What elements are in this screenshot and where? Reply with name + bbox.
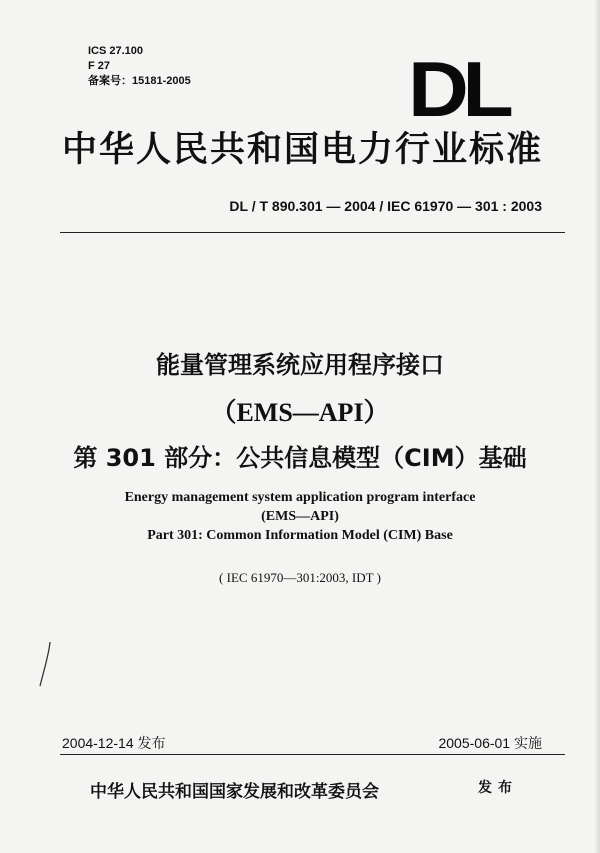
equivalence-note: ( IEC 61970—301:2003, IDT )	[219, 570, 381, 585]
standard-number: DL / T 890.301 — 2004 / IEC 61970 — 301 : 2003	[229, 198, 542, 214]
effective-date: 2005-06-01 实施	[438, 735, 542, 751]
bottom-divider	[60, 754, 565, 755]
ccs-code: F 27	[88, 60, 111, 72]
chinese-title-line-3: 第 301 部分：公共信息模型（CIM）基础	[73, 444, 527, 472]
issue-date: 2004-12-14 发布	[62, 735, 166, 751]
top-divider	[60, 232, 565, 233]
issuing-authority: 中华人民共和国国家发展和改革委员会	[90, 782, 379, 802]
chinese-title-line-1: 能量管理系统应用程序接口	[156, 351, 444, 379]
issuing-action: 发布	[478, 780, 518, 796]
english-title-line-1: Energy management system application program interface	[124, 490, 476, 505]
english-title-line-3: Part 301: Common Information Model (CIM) Base	[147, 528, 453, 543]
chinese-title-line-2: （EMS—API）	[210, 398, 390, 427]
organization-title: 中华人民共和国电力行业标准	[62, 130, 544, 170]
english-title-line-2: (EMS—API)	[261, 509, 339, 524]
pencil-mark-icon	[38, 640, 58, 690]
record-number: 备案号：15181-2005	[88, 75, 191, 87]
scan-edge-shadow	[594, 0, 600, 853]
classification-block	[88, 44, 191, 89]
dl-logo: DL	[408, 45, 508, 133]
ics-code: ICS 27.100	[88, 45, 144, 57]
